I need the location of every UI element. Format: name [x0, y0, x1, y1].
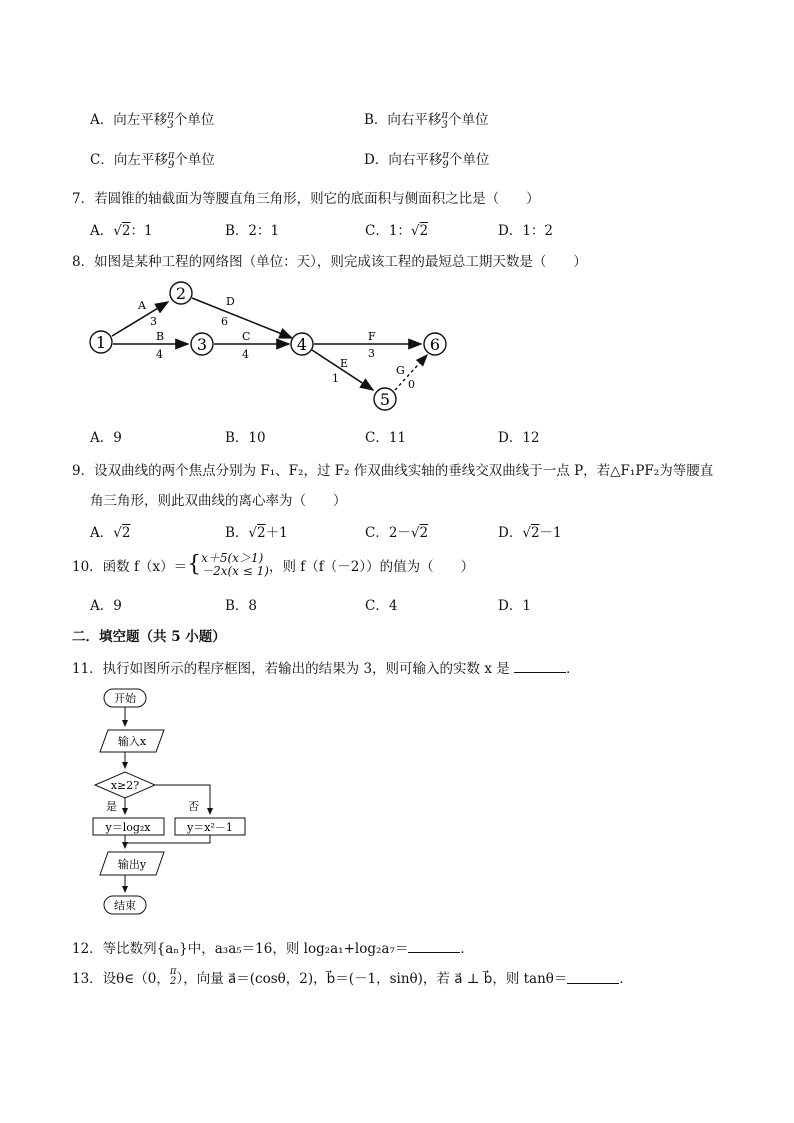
fraction-pi-2	[170, 967, 177, 987]
flow-no-box-text: y＝x²－1	[187, 821, 233, 834]
edge-d-days: 6	[221, 315, 228, 328]
q8-stem: 8．如图是某种工程的网络图（单位：天），则完成该工程的最短总工期天数是（ ）	[72, 254, 587, 270]
radicand: 2	[257, 525, 266, 541]
edge-e-days: 1	[332, 372, 339, 385]
node-label: 3	[196, 335, 208, 354]
node-3	[191, 333, 213, 355]
edge-g-name: G	[396, 364, 405, 377]
edge-e	[312, 350, 373, 390]
q6-option-a	[90, 108, 214, 131]
node-label: 5	[379, 390, 391, 409]
q13-end: ．	[619, 971, 633, 987]
section-title: 二．填空题（共 5 小题）	[72, 629, 226, 645]
q9-option-d: D．√2－1	[498, 525, 562, 541]
flow-decision-text: x≥2?	[110, 779, 140, 792]
opt-label: C．1：	[365, 223, 411, 239]
opt-label: B．	[225, 525, 249, 541]
piecewise-cases	[201, 552, 269, 578]
frac-den: 3	[167, 119, 174, 131]
frac-num: π	[167, 109, 174, 121]
edge-e-name: E	[340, 357, 349, 370]
q8-option-b: B．10	[225, 430, 266, 446]
case-2: －2x(x ≤ 1)	[201, 564, 269, 578]
q6-option-d-text: D．向右平移	[364, 152, 443, 168]
q9-option-a: A．√2	[90, 525, 131, 541]
edge-a-name: A	[138, 299, 146, 312]
q7-stem: 7．若圆锥的轴截面为等腰直角三角形，则它的底面积与侧面积之比是（ ）	[72, 191, 540, 207]
edge-f-days: 3	[368, 347, 375, 360]
q10-option-b: B．8	[225, 598, 258, 614]
frac-den: 2	[169, 976, 177, 987]
answer-blank[interactable]	[408, 940, 460, 953]
frac-num: π	[442, 149, 449, 161]
flow-end-text: 结束	[114, 899, 136, 912]
q7-option-c: C．1：√2	[365, 223, 429, 239]
flow-yes-box-text: y＝log₂x	[105, 821, 151, 834]
q9-stem-line1: 9．设双曲线的两个焦点分别为 F₁、F₂，过 F₂ 作双曲线实轴的垂线交双曲线于一点 P，若△F₁PF₂为等腰直	[72, 463, 714, 479]
q8-option-a: A．9	[90, 430, 122, 446]
opt-tail: ＋1	[265, 525, 288, 541]
flow-start-text: 开始	[114, 692, 136, 705]
q6-option-d	[364, 148, 489, 171]
edge-a-days: 3	[150, 315, 157, 328]
node-label: 6	[429, 335, 441, 354]
case-1: x＋5(x＞1)	[201, 551, 264, 565]
answer-blank[interactable]	[567, 971, 619, 984]
q6-option-b-text: B．向右平移	[364, 112, 442, 128]
q10-option-d: D．1	[498, 598, 531, 614]
node-6	[424, 333, 446, 355]
radicand: 2	[530, 525, 540, 541]
q13-mid: ），向量 a⃗＝(cosθ，2)，b⃗＝(－1，sinθ)，若 a⃗ ⊥ b⃗，则 tanθ＝	[176, 971, 568, 987]
q7-option-b: B．2：1	[225, 223, 280, 239]
q8-option-c: C．11	[365, 430, 407, 446]
opt-label: A．	[90, 525, 114, 541]
edge-d-name: D	[226, 295, 235, 308]
q9-stem-line2: 角三角形，则此双曲线的离心率为（ ）	[90, 493, 347, 509]
q13-stem	[72, 967, 633, 987]
fraction-pi-9	[442, 151, 449, 171]
radicand: 2	[419, 525, 429, 541]
node-4	[291, 333, 313, 355]
q8-option-d: D．12	[498, 430, 540, 446]
frac-den: 9	[442, 159, 449, 171]
q7-option-a: A．√2：1	[90, 223, 153, 239]
q12-stem	[72, 937, 474, 957]
edge-b-days: 4	[156, 348, 163, 361]
q6-option-a-text: A．向左平移	[90, 112, 168, 128]
q6-option-a-tail: 个单位	[173, 112, 215, 128]
q11-end: ．	[566, 661, 580, 677]
opt-tail: －1	[539, 525, 562, 541]
flow-yes-label: 是	[106, 800, 117, 813]
q6-option-b-tail: 个单位	[448, 112, 489, 128]
edge-g-days: 0	[408, 378, 415, 391]
flow-output-text: 输出y	[117, 858, 147, 871]
flow-no-label: 否	[188, 800, 199, 813]
frac-num: π	[169, 966, 177, 977]
edge-f-name: F	[368, 330, 376, 343]
opt-label: D．	[498, 525, 523, 541]
q13-pre: 13．设θ∈（0，	[72, 971, 170, 987]
q6-option-c-text: C．向左平移	[90, 152, 168, 168]
flow-input-text: 输入x	[117, 735, 147, 748]
frac-den: 3	[441, 119, 448, 131]
q10-stem	[72, 552, 474, 578]
opt-tail: ：1	[130, 223, 153, 239]
q12-text: 12．等比数列{aₙ}中，a₃a₅＝16，则 log₂a₁+log₂a₇＝	[72, 941, 409, 957]
q7-option-d: D．1：2	[498, 223, 554, 239]
brace-icon: {	[187, 552, 202, 577]
node-label: 2	[175, 284, 187, 303]
q11-stem	[72, 657, 580, 677]
frac-den: 9	[167, 159, 175, 171]
frac-num: π	[167, 149, 175, 161]
q10-option-c: C．4	[365, 598, 398, 614]
opt-label: A．	[90, 223, 114, 239]
q9-option-b: B．√2＋1	[225, 525, 288, 541]
edge-b-name: B	[156, 330, 165, 343]
q6-option-c-tail: 个单位	[174, 152, 215, 168]
edge-c-name: C	[242, 330, 251, 343]
node-2	[170, 282, 192, 304]
q6-option-d-tail: 个单位	[448, 152, 490, 168]
radicand: 2	[121, 223, 131, 239]
node-label: 1	[95, 333, 107, 352]
q9-option-c: C．2－√2	[365, 525, 429, 541]
node-5	[374, 388, 396, 410]
q10-option-a: A．9	[90, 598, 122, 614]
q11-text: 11．执行如图所示的程序框图，若输出的结果为 3，则可输入的实数 x 是	[72, 661, 510, 677]
answer-blank[interactable]	[514, 660, 566, 673]
node-1	[90, 331, 112, 353]
radicand: 2	[419, 223, 429, 239]
opt-label: C．2－	[365, 525, 411, 541]
node-label: 4	[296, 335, 308, 354]
q6-option-b	[364, 108, 489, 131]
q6-option-c	[90, 148, 215, 171]
flowchart	[88, 683, 258, 923]
q10-pre: 10．函数 f（x）＝	[72, 559, 188, 575]
q10-post: ，则 f（f（－2））的值为（ ）	[268, 559, 475, 575]
network-diagram	[80, 278, 460, 413]
edge-c-days: 4	[242, 348, 249, 361]
fraction-pi-3	[441, 111, 448, 131]
radicand: 2	[121, 525, 131, 541]
frac-num: π	[441, 109, 448, 121]
fraction-pi-3	[167, 111, 174, 131]
q12-end: ．	[460, 941, 474, 957]
